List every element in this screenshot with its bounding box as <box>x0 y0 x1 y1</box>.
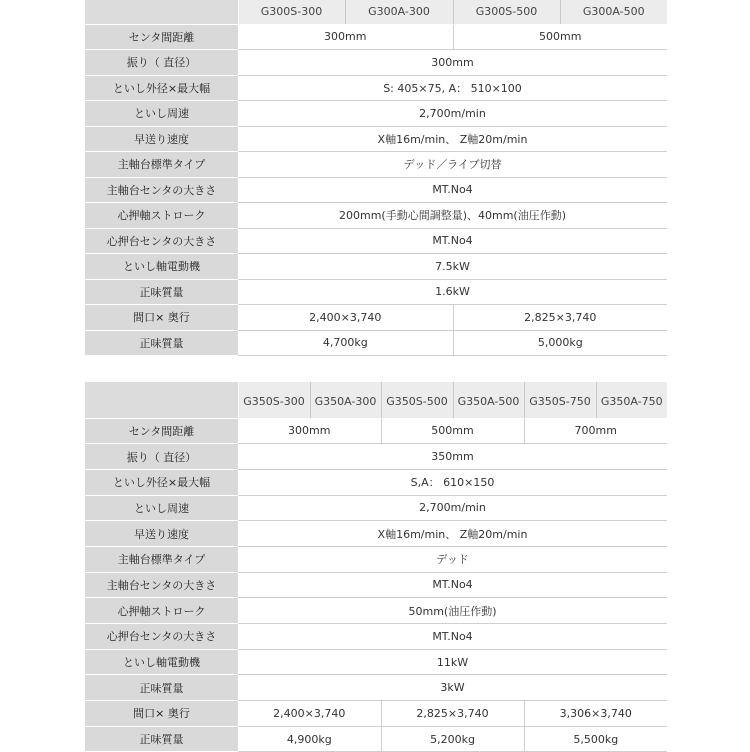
spec-row-tailstock-center <box>85 228 667 254</box>
spec-label: センタ間距離 <box>85 24 238 50</box>
model-header: G350S-300 <box>238 382 310 418</box>
spec-label: 正味質量 <box>85 726 238 752</box>
spec-value: 4,700kg <box>238 330 453 356</box>
model-header: G300S-500 <box>453 0 560 24</box>
spec-label: 心押台センタの大きさ <box>85 228 238 254</box>
model-header-row <box>85 382 667 418</box>
model-header: G300A-300 <box>345 0 453 24</box>
spec-row-wheel-speed <box>85 495 667 521</box>
spec-value: 500mm <box>453 24 667 50</box>
spec-row-net-mass <box>85 279 667 305</box>
header-corner <box>85 0 238 24</box>
spec-label: 心押台センタの大きさ <box>85 624 238 650</box>
spec-value: 5,200kg <box>381 726 524 752</box>
spec-value: 300mm <box>238 24 453 50</box>
spec-row-wheel-motor <box>85 254 667 280</box>
spec-value: デッド <box>238 546 667 572</box>
spec-value: S: 405×75, A： 510×100 <box>238 75 667 101</box>
spec-row-rapid-feed <box>85 126 667 152</box>
spec-value: MT.No4 <box>238 624 667 650</box>
spec-label: 心押軸ストローク <box>85 203 238 229</box>
spec-row-rapid-feed <box>85 521 667 547</box>
spec-value: 7.5kW <box>238 254 667 280</box>
spec-value: 5,000kg <box>453 330 667 356</box>
spec-value: 2,400×3,740 <box>238 305 453 331</box>
spec-label: 正味質量 <box>85 675 238 701</box>
spec-value: 4,900kg <box>238 726 381 752</box>
spec-label: 主軸台センタの大きさ <box>85 177 238 203</box>
spec-row-tailstock-stroke <box>85 203 667 229</box>
spec-value: S,A： 610×150 <box>238 469 667 495</box>
spec-label: 早送り速度 <box>85 521 238 547</box>
spec-value: 500mm <box>381 418 524 444</box>
spec-value: 2,700m/min <box>238 101 667 127</box>
spec-label: 主軸台標準タイプ <box>85 546 238 572</box>
spec-row-headstock-type <box>85 546 667 572</box>
model-header: G350S-750 <box>524 382 596 418</box>
spec-row-footprint <box>85 305 667 331</box>
spec-label: 心押軸ストローク <box>85 598 238 624</box>
spec-label: 早送り速度 <box>85 126 238 152</box>
spec-row-wheel-size <box>85 469 667 495</box>
spec-label: 間口× 奥行 <box>85 305 238 331</box>
spec-value: 700mm <box>524 418 667 444</box>
spec-row-headstock-center <box>85 572 667 598</box>
spec-label: センタ間距離 <box>85 418 238 444</box>
spec-value: 2,700m/min <box>238 495 667 521</box>
spec-row-headstock-center <box>85 177 667 203</box>
spec-row-tailstock-stroke <box>85 598 667 624</box>
spec-value: 2,825×3,740 <box>381 701 524 727</box>
spec-value: X軸16m/min、 Z軸20m/min <box>238 126 667 152</box>
spec-value: 300mm <box>238 50 667 76</box>
spec-value: デッド／ライブ切替 <box>238 152 667 178</box>
spec-label: 間口× 奥行 <box>85 701 238 727</box>
spec-label: といし外径×最大幅 <box>85 75 238 101</box>
spec-row-wheel-speed <box>85 101 667 127</box>
model-header: G350A-300 <box>310 382 381 418</box>
header-corner <box>85 382 238 418</box>
model-header-row <box>85 0 667 24</box>
spec-row-swing <box>85 50 667 76</box>
spec-row-tailstock-center <box>85 624 667 650</box>
model-header: G300A-500 <box>560 0 667 24</box>
spec-label: 正味質量 <box>85 279 238 305</box>
spec-label: といし軸電動機 <box>85 649 238 675</box>
spec-row-headstock-type <box>85 152 667 178</box>
spec-table-g300 <box>85 0 667 356</box>
model-header: G350A-750 <box>596 382 667 418</box>
spec-row-net-mass <box>85 675 667 701</box>
spec-row-net-weight <box>85 726 667 752</box>
model-header: G350A-500 <box>453 382 524 418</box>
spec-value: 3,306×3,740 <box>524 701 667 727</box>
spec-label: といし周速 <box>85 495 238 521</box>
spec-row-swing <box>85 444 667 470</box>
spec-table-g350 <box>85 382 667 752</box>
model-header: G350S-500 <box>381 382 453 418</box>
spec-value: 3kW <box>238 675 667 701</box>
spec-row-center-distance <box>85 24 667 50</box>
spec-value: 200mm(手動心間調整量)、40mm(油圧作動) <box>238 203 667 229</box>
spec-row-center-distance <box>85 418 667 444</box>
spec-label: 振り（ 直径） <box>85 444 238 470</box>
spec-value: 1.6kW <box>238 279 667 305</box>
spec-label: といし軸電動機 <box>85 254 238 280</box>
spec-value: X軸16m/min、 Z軸20m/min <box>238 521 667 547</box>
spec-label: といし外径×最大幅 <box>85 469 238 495</box>
spec-label: 主軸台標準タイプ <box>85 152 238 178</box>
spec-row-footprint <box>85 701 667 727</box>
spec-label: といし周速 <box>85 101 238 127</box>
spec-label: 主軸台センタの大きさ <box>85 572 238 598</box>
spec-value: 300mm <box>238 418 381 444</box>
spec-value: MT.No4 <box>238 177 667 203</box>
spec-value: 2,825×3,740 <box>453 305 667 331</box>
spec-value: 5,500kg <box>524 726 667 752</box>
spec-label: 正味質量 <box>85 330 238 356</box>
spec-value: MT.No4 <box>238 228 667 254</box>
spec-value: 50mm(油圧作動) <box>238 598 667 624</box>
spec-row-net-weight <box>85 330 667 356</box>
spec-row-wheel-motor <box>85 649 667 675</box>
spec-row-wheel-size <box>85 75 667 101</box>
spec-value: 350mm <box>238 444 667 470</box>
spec-value: MT.No4 <box>238 572 667 598</box>
spec-value: 2,400×3,740 <box>238 701 381 727</box>
spec-value: 11kW <box>238 649 667 675</box>
spec-label: 振り（ 直径） <box>85 50 238 76</box>
model-header: G300S-300 <box>238 0 345 24</box>
